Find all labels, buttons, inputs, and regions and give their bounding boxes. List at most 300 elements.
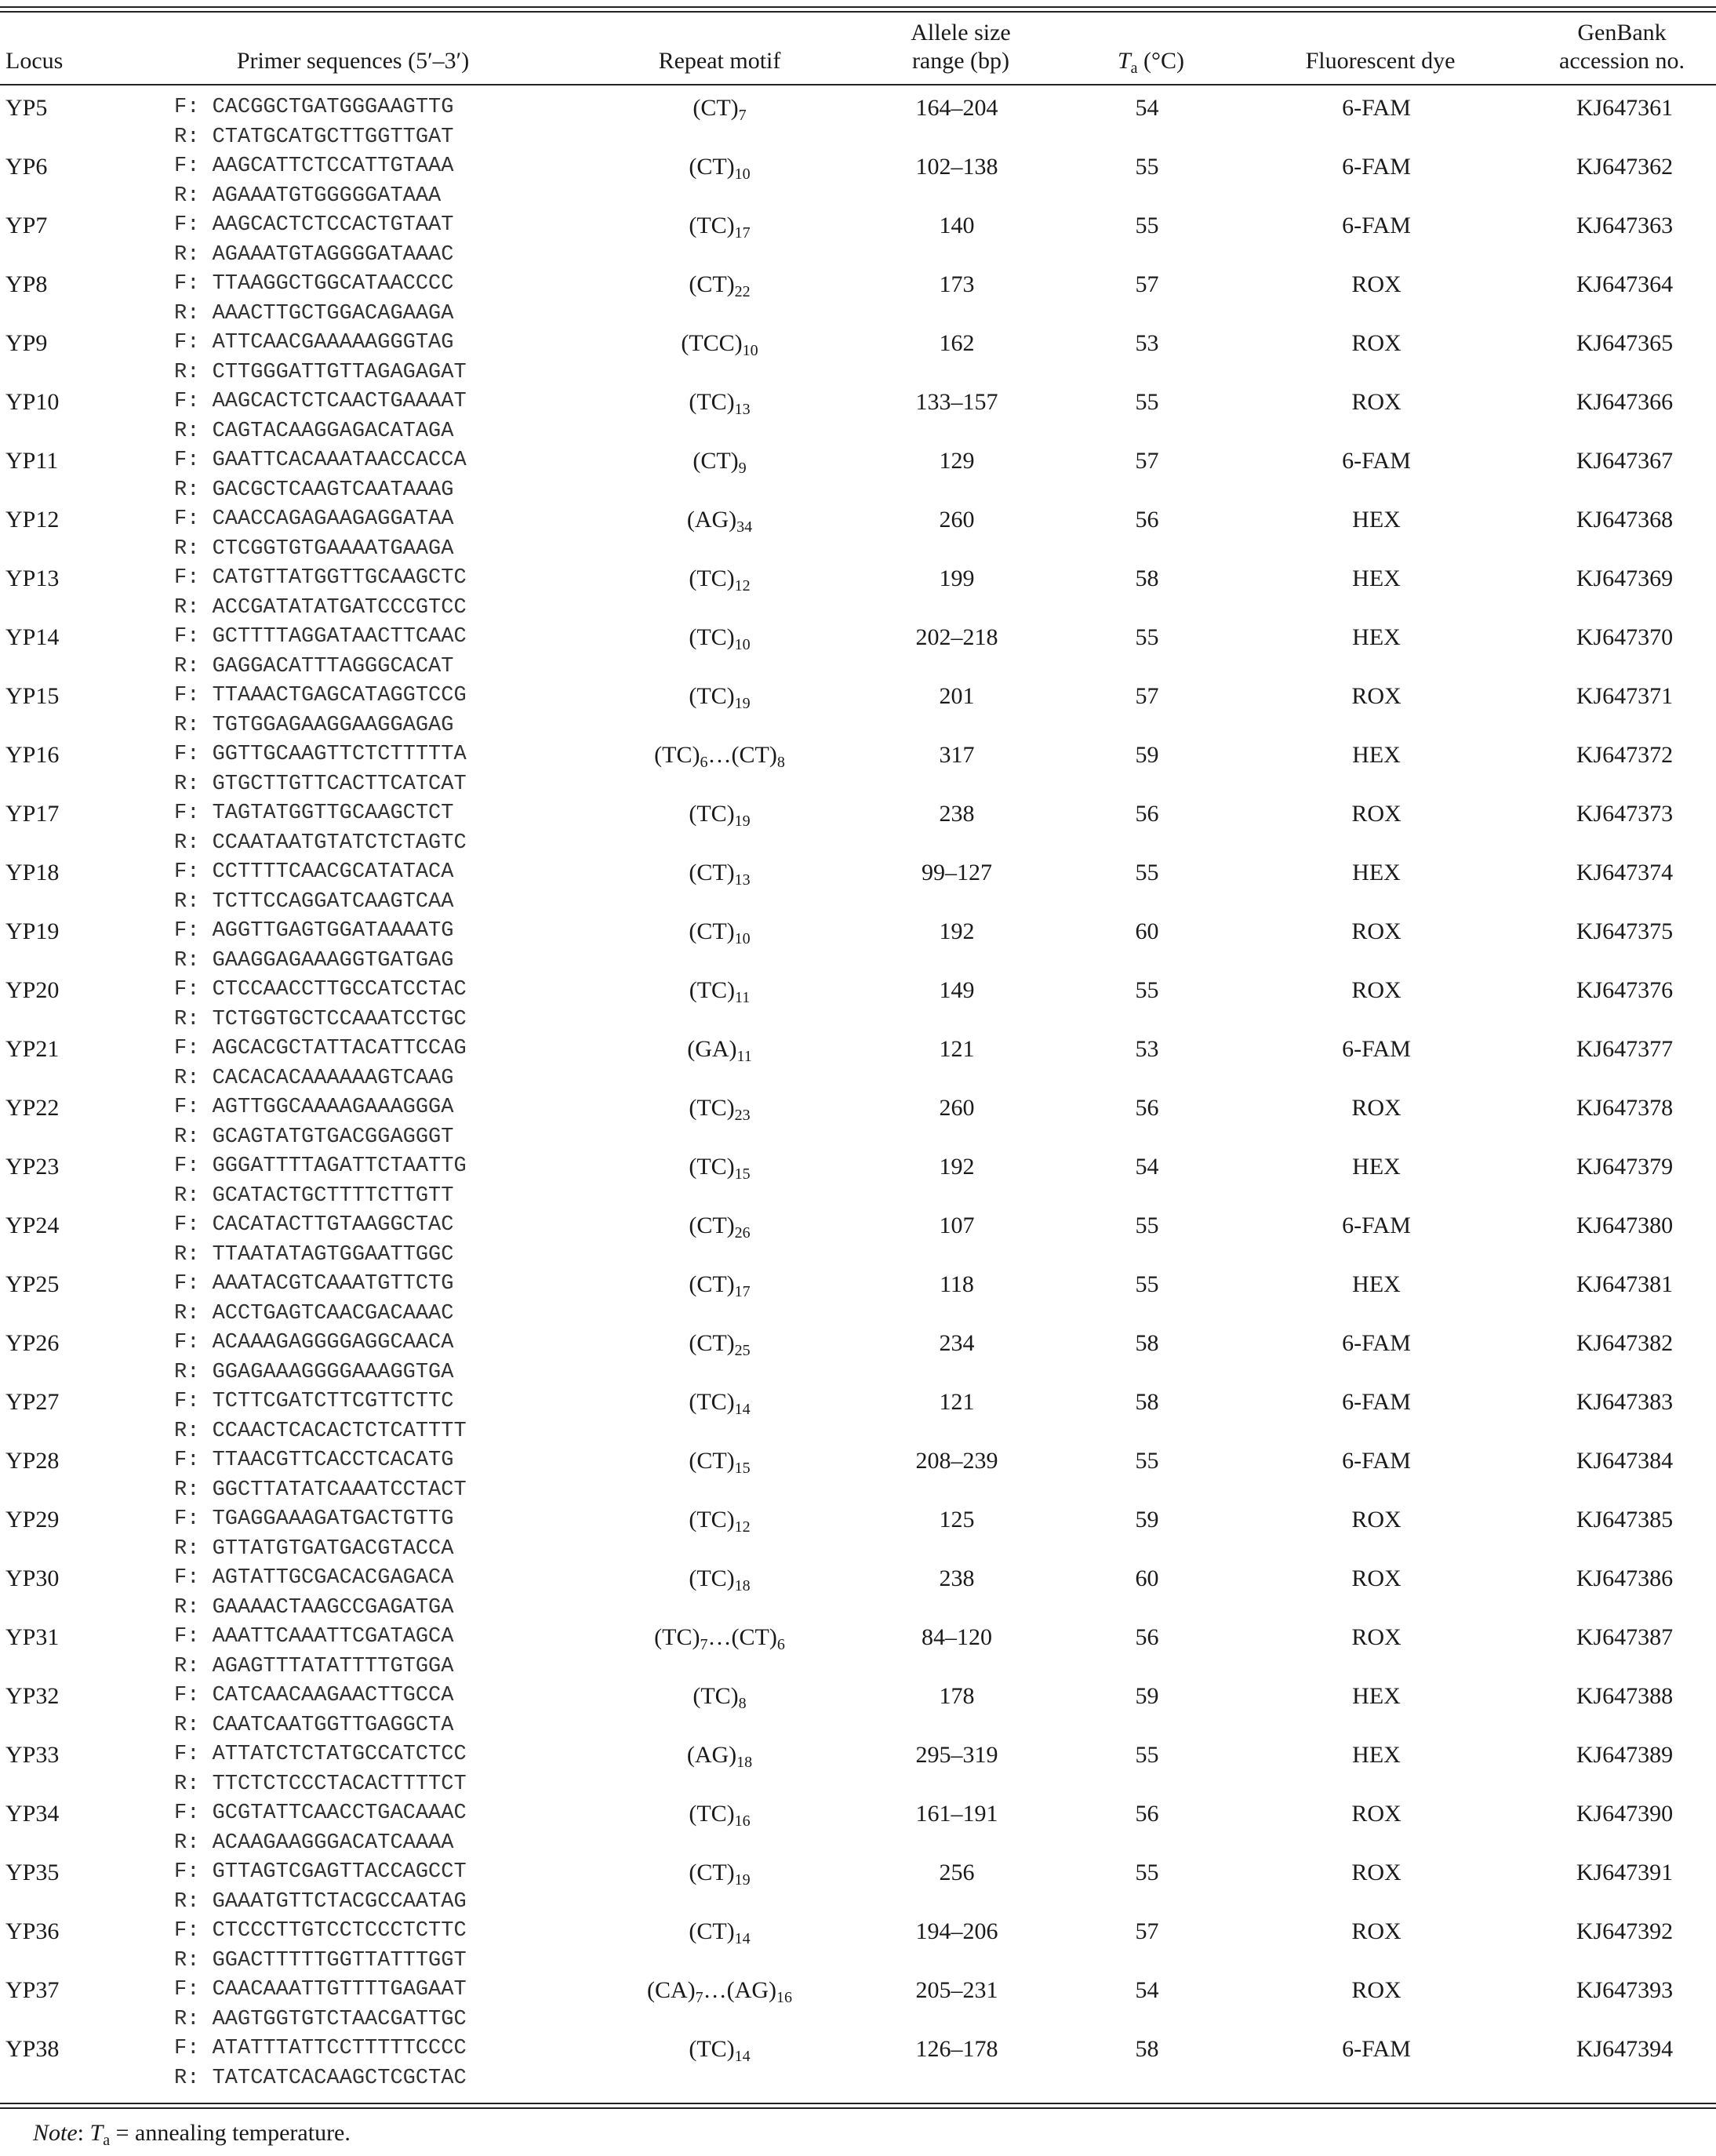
locus-cell: YP8: [5, 271, 48, 297]
header-accession: [1528, 19, 1716, 75]
motif-count: 9: [738, 460, 747, 477]
annealing-temp-cell: 58: [1135, 2036, 1159, 2062]
primer-cell: [169, 152, 600, 211]
fluorescent-dye-cell: HEX: [1352, 1154, 1401, 1180]
reverse-primer-line: [174, 1652, 600, 1682]
repeat-motif-cell: $(TC)_6\dots(CT)_8$: [654, 742, 785, 771]
table-row: [0, 446, 1716, 505]
motif-count: 14: [734, 1930, 751, 1947]
reverse-primer-line: [174, 1476, 600, 1506]
locus-cell: YP38: [5, 2036, 60, 2062]
reverse-primer-line: [174, 947, 600, 976]
forward-label: F:: [174, 155, 200, 178]
motif-count: 7: [700, 1636, 708, 1653]
locus-cell: YP31: [5, 1624, 60, 1650]
allele-size-cell: 295–319: [915, 1742, 998, 1768]
primer-cell: [169, 2034, 600, 2093]
repeat-motif-cell: $(CT)_{10}$: [689, 918, 751, 947]
allele-size-cell: 133–157: [915, 389, 998, 415]
forward-primer-sequence: GCTTTTAGGATAACTTCAAC: [212, 625, 467, 649]
primer-cell: [169, 446, 600, 505]
primer-cell: [169, 1623, 600, 1682]
forward-label: F:: [174, 566, 200, 590]
forward-label: F:: [174, 213, 200, 237]
forward-label: F:: [174, 1037, 200, 1060]
forward-primer-line: [174, 1387, 600, 1417]
forward-primer-sequence: TTAAACTGAGCATAGGTCCG: [212, 684, 467, 707]
reverse-primer-line: [174, 476, 600, 506]
forward-label: F:: [174, 860, 200, 884]
reverse-label: R:: [174, 1125, 200, 1149]
motif-unit: TC: [696, 1389, 727, 1415]
note-sep: :: [77, 2120, 90, 2146]
reverse-primer-line: [174, 1535, 600, 1565]
forward-primer-sequence: AAGCACTCTCAACTGAAAAT: [212, 390, 467, 413]
accession-cell: KJ647364: [1576, 271, 1674, 297]
fluorescent-dye-cell: HEX: [1352, 860, 1401, 885]
forward-primer-line: [174, 1034, 600, 1064]
table-row: [0, 917, 1716, 976]
reverse-primer-sequence: TCTGGTGCTCCAAATCCTGC: [212, 1007, 467, 1031]
reverse-primer-line: [174, 241, 600, 271]
forward-primer-line: [174, 446, 600, 476]
locus-cell: YP13: [5, 565, 60, 591]
motif-unit: TC: [696, 565, 727, 591]
fluorescent-dye-cell: HEX: [1352, 1271, 1401, 1297]
reverse-primer-line: [174, 1829, 600, 1859]
motif-count: 6: [700, 754, 708, 771]
repeat-motif-cell: $(CT)_{19}$: [689, 1860, 751, 1889]
motif-unit: TC: [696, 2036, 727, 2062]
forward-primer-line: [174, 1740, 600, 1770]
primer-cell: [169, 1211, 600, 1270]
fluorescent-dye-cell: 6-FAM: [1342, 2036, 1411, 2062]
allele-size-cell: 121: [939, 1389, 975, 1415]
primer-cell: [169, 505, 600, 564]
primer-cell: [169, 858, 600, 917]
primer-cell: [169, 682, 600, 740]
accession-cell: KJ647367: [1576, 448, 1674, 474]
accession-cell: KJ647365: [1576, 330, 1674, 356]
motif-unit: CT: [700, 95, 731, 121]
reverse-label: R:: [174, 2066, 200, 2090]
allele-size-cell: 205–231: [915, 1977, 998, 2003]
reverse-label: R:: [174, 713, 200, 737]
motif-unit: TC: [662, 1624, 693, 1650]
allele-size-cell: 238: [939, 1565, 975, 1591]
allele-size-cell: 199: [939, 565, 975, 591]
annealing-temp-cell: 55: [1135, 1213, 1159, 1238]
table-row: [0, 1034, 1716, 1093]
repeat-motif-cell: $(TC)_{15}$: [689, 1154, 751, 1183]
reverse-primer-line: [174, 1947, 600, 1976]
reverse-label: R:: [174, 1536, 200, 1561]
fluorescent-dye-cell: ROX: [1351, 1860, 1402, 1885]
annealing-temp-cell: 58: [1135, 565, 1159, 591]
fluorescent-dye-cell: ROX: [1351, 1977, 1402, 2003]
reverse-primer-sequence: GAAAACTAAGCCGAGATGA: [212, 1595, 454, 1620]
table-row: [0, 1505, 1716, 1564]
reverse-primer-line: [174, 1182, 600, 1212]
annealing-temp-cell: 60: [1135, 918, 1159, 944]
reverse-label: R:: [174, 125, 200, 149]
header-locus: Locus: [5, 48, 64, 74]
motif-count: 19: [734, 813, 751, 830]
forward-primer-line: [174, 740, 600, 770]
reverse-primer-line: [174, 829, 600, 859]
repeat-motif-cell: $(CT)_7$: [693, 95, 747, 124]
annealing-temp-cell: 59: [1135, 742, 1159, 768]
primer-table: [0, 93, 1716, 2093]
reverse-label: R:: [174, 1419, 200, 1443]
table-note: [33, 2119, 351, 2147]
forward-primer-line: [174, 1682, 600, 1711]
forward-primer-sequence: ACAAAGAGGGGAGGCAACA: [212, 1331, 454, 1354]
forward-label: F:: [174, 978, 200, 1002]
allele-size-cell: 126–178: [915, 2036, 998, 2062]
forward-primer-sequence: GGGATTTTAGATTCTAATTG: [212, 1154, 467, 1178]
annealing-temp-cell: 56: [1135, 801, 1159, 827]
reverse-label: R:: [174, 1066, 200, 1090]
locus-cell: YP11: [5, 448, 59, 474]
accession-cell: KJ647376: [1576, 977, 1674, 1003]
forward-primer-sequence: AAGCACTCTCCACTGTAAT: [212, 213, 454, 237]
locus-cell: YP23: [5, 1154, 60, 1180]
accession-cell: KJ647379: [1576, 1154, 1674, 1180]
header-rule: [0, 84, 1716, 85]
locus-cell: YP7: [5, 213, 48, 238]
forward-primer-sequence: AGTTGGCAAAAGAAAGGGA: [212, 1096, 454, 1119]
forward-primer-line: [174, 623, 600, 653]
reverse-primer-sequence: AGAAATGTGGGGGATAAA: [212, 184, 442, 208]
reverse-label: R:: [174, 478, 200, 502]
repeat-motif-cell: $(TC)_{23}$: [689, 1095, 751, 1124]
forward-label: F:: [174, 919, 200, 943]
allele-size-cell: 121: [939, 1036, 975, 1062]
forward-primer-sequence: GGTTGCAAGTTCTCTTTTTA: [212, 743, 467, 766]
locus-cell: YP27: [5, 1389, 60, 1415]
forward-primer-sequence: GAATTCACAAATAACCACCA: [212, 449, 467, 472]
allele-size-cell: 192: [939, 918, 975, 944]
annealing-temp-cell: 55: [1135, 1271, 1159, 1297]
bottom-double-rule-2: [0, 2107, 1716, 2109]
motif-unit: TC: [696, 1801, 727, 1827]
annealing-temp-cell: 55: [1135, 389, 1159, 415]
fluorescent-dye-cell: 6-FAM: [1342, 1213, 1411, 1238]
accession-cell: KJ647385: [1576, 1507, 1674, 1532]
allele-size-cell: 208–239: [915, 1448, 998, 1474]
forward-primer-sequence: CACGGCTGATGGGAAGTTG: [212, 96, 454, 119]
reverse-label: R:: [174, 1478, 200, 1502]
reverse-label: R:: [174, 772, 200, 796]
table-row: [0, 858, 1716, 917]
reverse-label: R:: [174, 595, 200, 620]
table-row: [0, 1917, 1716, 1976]
annealing-temp-cell: 55: [1135, 154, 1159, 180]
locus-cell: YP26: [5, 1330, 60, 1356]
forward-primer-sequence: GCGTATTCAACCTGACAAAC: [212, 1802, 467, 1825]
reverse-primer-sequence: TCTTCCAGGATCAAGTCAA: [212, 889, 454, 914]
forward-label: F:: [174, 1213, 200, 1237]
table-row: [0, 1564, 1716, 1623]
annealing-temp-cell: 57: [1135, 683, 1159, 709]
forward-primer-line: [174, 1211, 600, 1241]
annealing-temp-cell: 54: [1135, 95, 1159, 121]
table-row: [0, 1093, 1716, 1152]
locus-cell: YP17: [5, 801, 60, 827]
forward-primer-line: [174, 917, 600, 947]
repeat-motif-cell: $(CT)_{22}$: [689, 271, 751, 300]
repeat-motif-cell: $(TC)_{12}$: [689, 1507, 751, 1536]
forward-primer-line: [174, 270, 600, 300]
repeat-motif-cell: $(TC)_{18}$: [689, 1565, 751, 1594]
forward-primer-sequence: AGGTTGAGTGGATAAAATG: [212, 919, 454, 943]
fluorescent-dye-cell: ROX: [1351, 1624, 1402, 1650]
forward-primer-sequence: AAATACGTCAAATGTTCTG: [212, 1272, 454, 1296]
fluorescent-dye-cell: ROX: [1351, 1565, 1402, 1591]
forward-primer-sequence: CTCCAACCTTGCCATCCTAC: [212, 978, 467, 1002]
header-repeat-motif: Repeat motif: [658, 48, 781, 74]
primer-cell: [169, 270, 600, 329]
allele-size-cell: 107: [939, 1213, 975, 1238]
accession-cell: KJ647390: [1576, 1801, 1674, 1827]
forward-primer-sequence: TTAACGTTCACCTCACATG: [212, 1449, 454, 1472]
repeat-motif-cell: $(TC)_{19}$: [689, 683, 751, 712]
forward-primer-line: [174, 152, 600, 182]
accession-cell: KJ647386: [1576, 1565, 1674, 1591]
allele-size-cell: 260: [939, 1095, 975, 1121]
motif-unit: TCC: [689, 330, 735, 356]
fluorescent-dye-cell: ROX: [1351, 1507, 1402, 1532]
motif-count: 12: [734, 577, 751, 594]
reverse-primer-sequence: AGAAATGTAGGGGATAAAC: [212, 242, 454, 267]
forward-primer-sequence: AGCACGCTATTACATTCCAG: [212, 1037, 467, 1060]
motif-unit: TC: [696, 801, 727, 827]
primer-cell: [169, 740, 600, 799]
forward-primer-line: [174, 1093, 600, 1123]
accession-cell: KJ647378: [1576, 1095, 1674, 1121]
table-row: [0, 976, 1716, 1034]
fluorescent-dye-cell: ROX: [1351, 683, 1402, 709]
annealing-temp-cell: 54: [1135, 1977, 1159, 2003]
motif-count: 6: [776, 1636, 785, 1653]
fluorescent-dye-cell: 6-FAM: [1342, 213, 1411, 238]
reverse-label: R:: [174, 1772, 200, 1796]
motif-count: 10: [734, 930, 751, 947]
repeat-motif-cell: $(AG)_{18}$: [686, 1742, 753, 1771]
reverse-primer-sequence: GTGCTTGTTCACTTCATCAT: [212, 772, 467, 796]
allele-size-cell: 194–206: [915, 1918, 998, 1944]
reverse-primer-line: [174, 594, 600, 624]
table-row: [0, 1740, 1716, 1799]
annealing-temp-cell: 54: [1135, 1154, 1159, 1180]
forward-primer-sequence: ATTCAACGAAAAAGGGTAG: [212, 331, 454, 354]
motif-count: 23: [734, 1107, 751, 1124]
forward-label: F:: [174, 507, 200, 531]
forward-label: F:: [174, 96, 200, 119]
repeat-motif-cell: $(CA)_7\dots(AG)_{16}$: [646, 1977, 793, 2006]
reverse-label: R:: [174, 1654, 200, 1678]
reverse-primer-line: [174, 123, 600, 153]
header-ta-symbol: T: [1117, 48, 1131, 74]
table-row: [0, 1329, 1716, 1387]
repeat-motif-cell: $(TC)_7\dots(CT)_6$: [654, 1624, 785, 1653]
motif-count: 34: [736, 518, 753, 536]
bottom-double-rule-1: [0, 2103, 1716, 2104]
reverse-primer-line: [174, 182, 600, 212]
locus-cell: YP16: [5, 742, 60, 768]
header-annealing-temp: [1078, 47, 1223, 75]
forward-label: F:: [174, 272, 200, 296]
table-row: [0, 329, 1716, 387]
accession-cell: KJ647383: [1576, 1389, 1674, 1415]
header-accession-line2: accession no.: [1559, 48, 1685, 74]
reverse-label: R:: [174, 360, 200, 384]
motif-unit: CT: [696, 918, 727, 944]
accession-cell: KJ647371: [1576, 683, 1674, 709]
motif-unit: AG: [694, 507, 729, 533]
primer-cell: [169, 211, 600, 270]
motif-count: 15: [734, 1165, 751, 1183]
locus-cell: YP10: [5, 389, 60, 415]
forward-primer-sequence: GTTAGTCGAGTTACCAGCCT: [212, 1860, 467, 1884]
forward-label: F:: [174, 1625, 200, 1649]
accession-cell: KJ647372: [1576, 742, 1674, 768]
motif-unit: CT: [696, 154, 727, 180]
reverse-primer-sequence: GGAGAAAGGGGAAAGGTGA: [212, 1360, 454, 1384]
repeat-motif-cell: $(TC)_{17}$: [689, 213, 751, 242]
reverse-primer-line: [174, 358, 600, 388]
forward-label: F:: [174, 1919, 200, 1943]
accession-cell: KJ647375: [1576, 918, 1674, 944]
forward-primer-line: [174, 1976, 600, 2005]
table-row: [0, 2034, 1716, 2093]
accession-cell: KJ647361: [1576, 95, 1674, 121]
allele-size-cell: 192: [939, 1154, 975, 1180]
forward-label: F:: [174, 1449, 200, 1472]
table-row: [0, 1211, 1716, 1270]
header-allele-size-line1: Allele size: [911, 20, 1011, 45]
fluorescent-dye-cell: ROX: [1351, 1801, 1402, 1827]
forward-primer-sequence: CTCCCTTGTCCTCCCTCTTC: [212, 1919, 467, 1943]
fluorescent-dye-cell: ROX: [1351, 977, 1402, 1003]
repeat-motif-cell: $(CT)_{25}$: [689, 1330, 751, 1359]
motif-unit: CT: [696, 271, 727, 297]
forward-primer-sequence: CATCAACAAGAACTTGCCA: [212, 1684, 454, 1707]
table-row: [0, 152, 1716, 211]
primer-cell: [169, 1387, 600, 1446]
forward-primer-line: [174, 2034, 600, 2064]
fluorescent-dye-cell: ROX: [1351, 1918, 1402, 1944]
motif-count: 8: [738, 1695, 747, 1712]
forward-label: F:: [174, 1684, 200, 1707]
reverse-primer-line: [174, 1711, 600, 1741]
reverse-label: R:: [174, 889, 200, 914]
reverse-primer-sequence: CCAACTCACACTCTCATTTT: [212, 1419, 467, 1443]
forward-primer-sequence: CAACCAGAGAAGAGGATAA: [212, 507, 454, 531]
forward-primer-line: [174, 1505, 600, 1535]
primer-cell: [169, 387, 600, 446]
reverse-primer-line: [174, 1123, 600, 1153]
accession-cell: KJ647382: [1576, 1330, 1674, 1356]
motif-count: 10: [742, 342, 758, 359]
fluorescent-dye-cell: HEX: [1352, 624, 1401, 650]
motif-count: 7: [738, 107, 747, 124]
motif-count: 18: [734, 1577, 751, 1594]
header-allele-size-line2: range (bp): [911, 48, 1010, 74]
primer-cell: [169, 1034, 600, 1093]
top-double-rule-2: [0, 11, 1716, 13]
reverse-label: R:: [174, 1831, 200, 1855]
motif-unit: CA: [654, 1977, 688, 2003]
locus-cell: YP19: [5, 918, 60, 944]
reverse-primer-line: [174, 2005, 600, 2035]
repeat-motif-cell: $(GA)_{11}$: [687, 1036, 752, 1065]
note-text: = annealing temperature.: [110, 2120, 351, 2146]
forward-primer-line: [174, 211, 600, 241]
primer-cell: [169, 1270, 600, 1329]
fluorescent-dye-cell: HEX: [1352, 742, 1401, 768]
repeat-motif-cell: $(TC)_{16}$: [689, 1801, 751, 1830]
forward-label: F:: [174, 2037, 200, 2060]
forward-primer-line: [174, 329, 600, 358]
reverse-primer-sequence: CCAATAATGTATCTCTAGTC: [212, 831, 467, 855]
motif-unit: AG: [734, 1977, 769, 2003]
motif-unit: TC: [696, 213, 727, 238]
reverse-primer-line: [174, 1770, 600, 1800]
forward-primer-line: [174, 1564, 600, 1594]
forward-label: F:: [174, 1978, 200, 2001]
table-row: [0, 1858, 1716, 1917]
motif-count: 18: [736, 1754, 753, 1771]
table-row: [0, 1270, 1716, 1329]
forward-primer-line: [174, 858, 600, 888]
fluorescent-dye-cell: 6-FAM: [1342, 95, 1411, 121]
annealing-temp-cell: 60: [1135, 1565, 1159, 1591]
annealing-temp-cell: 56: [1135, 1095, 1159, 1121]
primer-cell: [169, 1799, 600, 1858]
accession-cell: KJ647384: [1576, 1448, 1674, 1474]
primer-cell: [169, 623, 600, 682]
annealing-temp-cell: 55: [1135, 1448, 1159, 1474]
accession-cell: KJ647377: [1576, 1036, 1674, 1062]
repeat-motif-cell: $(TC)_{19}$: [689, 801, 751, 830]
allele-size-cell: 178: [939, 1683, 975, 1709]
fluorescent-dye-cell: 6-FAM: [1342, 154, 1411, 180]
locus-cell: YP20: [5, 977, 60, 1003]
accession-cell: KJ647363: [1576, 213, 1674, 238]
forward-primer-line: [174, 1152, 600, 1182]
fluorescent-dye-cell: 6-FAM: [1342, 1389, 1411, 1415]
reverse-primer-line: [174, 770, 600, 800]
forward-label: F:: [174, 1507, 200, 1531]
motif-count: 19: [734, 695, 751, 712]
table-row: [0, 1623, 1716, 1682]
table-row: [0, 1799, 1716, 1858]
forward-primer-line: [174, 1270, 600, 1300]
forward-label: F:: [174, 1331, 200, 1354]
reverse-primer-line: [174, 535, 600, 565]
reverse-primer-sequence: TTCTCTCCCTACACTTTTCT: [212, 1772, 467, 1796]
annealing-temp-cell: 55: [1135, 1742, 1159, 1768]
repeat-motif-cell: $(CT)_{13}$: [689, 860, 751, 889]
annealing-temp-cell: 56: [1135, 1624, 1159, 1650]
forward-primer-sequence: CACATACTTGTAAGGCTAC: [212, 1213, 454, 1237]
motif-count: 11: [735, 989, 751, 1006]
motif-unit: CT: [696, 1330, 727, 1356]
table-body: [0, 93, 1716, 2093]
reverse-primer-sequence: CAGTACAAGGAGACATAGA: [212, 419, 454, 443]
